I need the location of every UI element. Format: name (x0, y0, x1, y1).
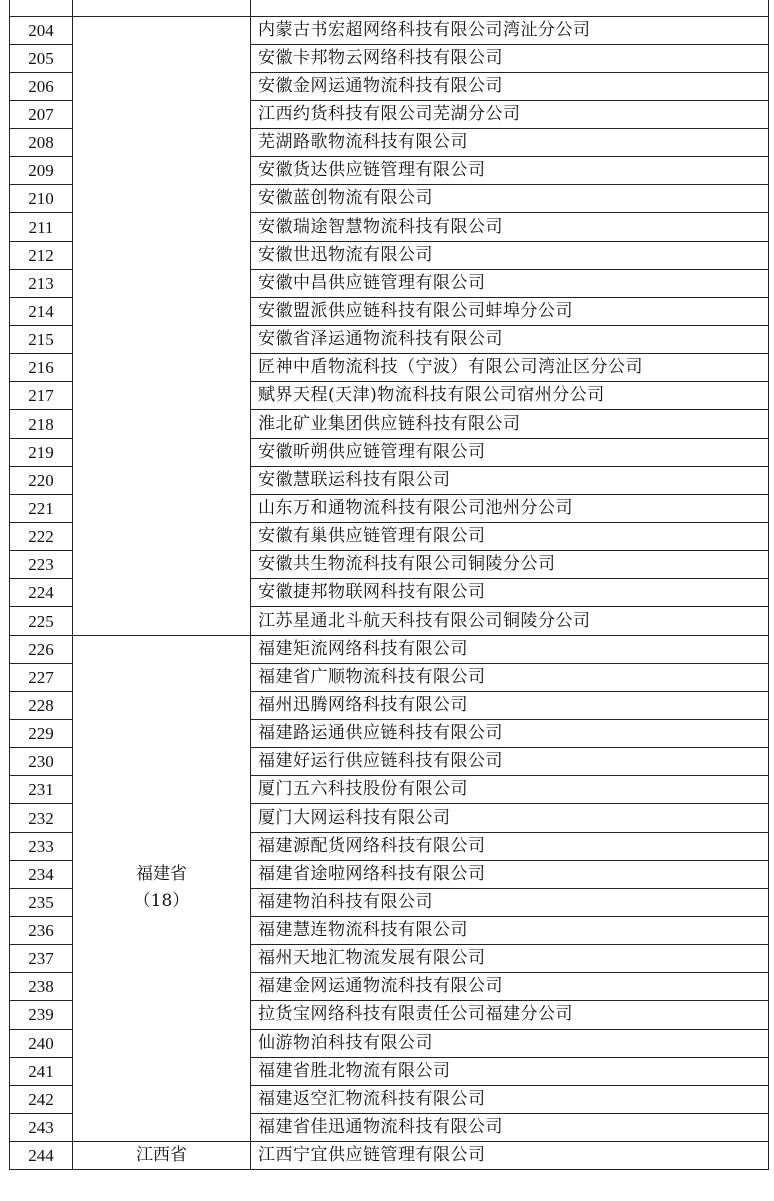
company-name: 安徽省泽运通物流科技有限公司 (251, 326, 769, 354)
row-number: 228 (10, 691, 73, 719)
company-name: 淮北矿业集团供应链科技有限公司 (251, 410, 769, 438)
company-name: 安徽世迅物流有限公司 (251, 241, 769, 269)
company-name: 芜湖路歌物流科技有限公司 (251, 129, 769, 157)
company-name: 安徽瑞途智慧物流科技有限公司 (251, 213, 769, 241)
company-name: 福建源配货网络科技有限公司 (251, 832, 769, 860)
company-name: 安徽蓝创物流有限公司 (251, 185, 769, 213)
row-number: 239 (10, 1001, 73, 1029)
row-number: 218 (10, 410, 73, 438)
row-number: 241 (10, 1057, 73, 1085)
fragment-cell (10, 0, 73, 16)
company-name: 福建矩流网络科技有限公司 (251, 635, 769, 663)
row-number: 206 (10, 72, 73, 100)
row-number: 213 (10, 269, 73, 297)
row-number: 242 (10, 1085, 73, 1113)
row-number: 219 (10, 438, 73, 466)
row-number: 211 (10, 213, 73, 241)
province-count: （18） (133, 891, 190, 912)
company-name: 福建金网运通物流科技有限公司 (251, 973, 769, 1001)
company-name: 安徽中昌供应链管理有限公司 (251, 269, 769, 297)
row-number: 236 (10, 917, 73, 945)
province-cell (73, 635, 251, 1142)
row-number: 210 (10, 185, 73, 213)
company-name: 匠神中盾物流科技（宁波）有限公司湾沚区分公司 (251, 354, 769, 382)
company-name: 安徽货达供应链管理有限公司 (251, 157, 769, 185)
company-name: 福建好运行供应链科技有限公司 (251, 748, 769, 776)
company-name: 安徽捷邦物联网科技有限公司 (251, 579, 769, 607)
table-top-fragment-row (10, 0, 769, 16)
row-number: 224 (10, 579, 73, 607)
row-number: 223 (10, 551, 73, 579)
company-name: 江西约货科技有限公司芜湖分公司 (251, 100, 769, 128)
province-name: 江西省 (136, 1145, 187, 1166)
row-number: 225 (10, 607, 73, 635)
row-number: 243 (10, 1113, 73, 1141)
row-number: 220 (10, 466, 73, 494)
company-name: 拉货宝网络科技有限责任公司福建分公司 (251, 1001, 769, 1029)
row-number: 230 (10, 748, 73, 776)
company-name: 江苏星通北斗航天科技有限公司铜陵分公司 (251, 607, 769, 635)
row-number: 209 (10, 157, 73, 185)
row-number: 231 (10, 776, 73, 804)
company-name: 仙游物泊科技有限公司 (251, 1029, 769, 1057)
company-name: 安徽共生物流科技有限公司铜陵分公司 (251, 551, 769, 579)
row-number: 221 (10, 494, 73, 522)
company-name: 安徽慧联运科技有限公司 (251, 466, 769, 494)
table-row (10, 1142, 769, 1170)
company-name: 福建省佳迅通物流科技有限公司 (251, 1113, 769, 1141)
row-number: 207 (10, 100, 73, 128)
company-name: 江西宁宜供应链管理有限公司 (251, 1142, 769, 1170)
row-number: 240 (10, 1029, 73, 1057)
company-name: 福州迅腾网络科技有限公司 (251, 691, 769, 719)
company-name: 安徽有巢供应链管理有限公司 (251, 523, 769, 551)
company-name: 安徽金网运通物流科技有限公司 (251, 72, 769, 100)
company-name: 福建返空汇物流科技有限公司 (251, 1085, 769, 1113)
row-number: 232 (10, 804, 73, 832)
row-number: 214 (10, 297, 73, 325)
company-name: 赋界天程(天津)物流科技有限公司宿州分公司 (251, 382, 769, 410)
company-name: 福建物泊科技有限公司 (251, 888, 769, 916)
company-name: 福建慧连物流科技有限公司 (251, 917, 769, 945)
fragment-cell (73, 0, 251, 16)
row-number: 237 (10, 945, 73, 973)
row-number: 212 (10, 241, 73, 269)
row-number: 238 (10, 973, 73, 1001)
company-list-table (9, 0, 769, 1170)
row-number: 204 (10, 16, 73, 44)
row-number: 208 (10, 129, 73, 157)
row-number: 205 (10, 44, 73, 72)
company-name: 福建路运通供应链科技有限公司 (251, 720, 769, 748)
row-number: 244 (10, 1142, 73, 1170)
fragment-cell (251, 0, 769, 16)
company-name: 安徽盟派供应链科技有限公司蚌埠分公司 (251, 297, 769, 325)
company-name: 厦门五六科技股份有限公司 (251, 776, 769, 804)
province-cell (73, 1142, 251, 1170)
company-name: 福州天地汇物流发展有限公司 (251, 945, 769, 973)
province-cell (73, 16, 251, 635)
company-name: 内蒙古书宏超网络科技有限公司湾沚分公司 (251, 16, 769, 44)
company-list-body (10, 0, 769, 1170)
row-number: 229 (10, 720, 73, 748)
row-number: 234 (10, 860, 73, 888)
table-row (10, 16, 769, 44)
row-number: 235 (10, 888, 73, 916)
row-number: 217 (10, 382, 73, 410)
company-name: 厦门大网运科技有限公司 (251, 804, 769, 832)
row-number: 233 (10, 832, 73, 860)
province-name: 福建省 (136, 864, 187, 885)
table-row (10, 635, 769, 663)
company-name: 安徽昕朔供应链管理有限公司 (251, 438, 769, 466)
company-name: 安徽卡邦物云网络科技有限公司 (251, 44, 769, 72)
row-number: 216 (10, 354, 73, 382)
row-number: 215 (10, 326, 73, 354)
company-name: 福建省途啦网络科技有限公司 (251, 860, 769, 888)
company-name: 山东万和通物流科技有限公司池州分公司 (251, 494, 769, 522)
row-number: 227 (10, 663, 73, 691)
company-name: 福建省广顺物流科技有限公司 (251, 663, 769, 691)
company-name: 福建省胜北物流有限公司 (251, 1057, 769, 1085)
row-number: 226 (10, 635, 73, 663)
row-number: 222 (10, 523, 73, 551)
